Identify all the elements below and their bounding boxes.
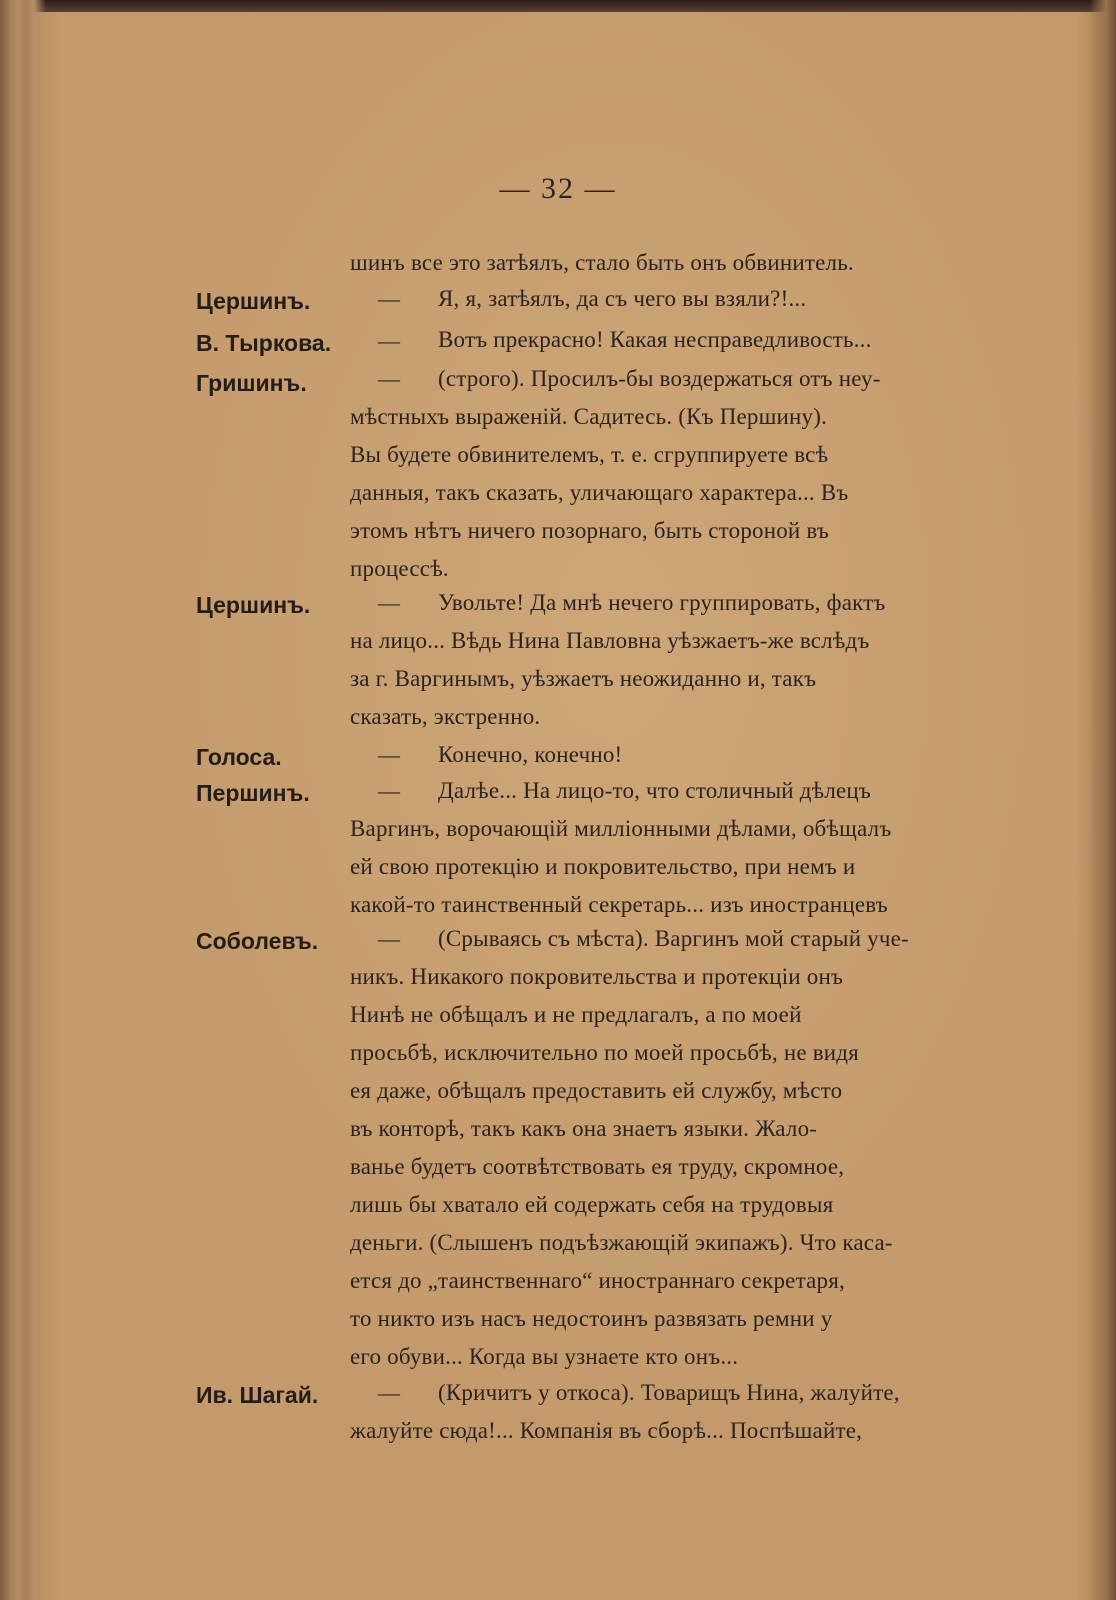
text-line: жалуйте сюда!... Компанія въ сборѣ... Поспѣшайте, <box>350 1418 863 1443</box>
speaker-name: Цершинъ. <box>196 592 311 618</box>
text-line: деньги. (Слышенъ подъѣзжающій экипажъ). Что каса- <box>350 1230 893 1255</box>
speaker-name: Голоса. <box>196 744 282 770</box>
dialogue-dash: — <box>378 742 400 767</box>
text-line: Вотъ прекрасно! Какая несправедливость... <box>438 327 872 352</box>
text-line: Далѣе... На лицо-то, что столичный дѣлецъ <box>438 778 872 803</box>
text-line: ей свою протекцію и покровительство, при немъ и <box>350 854 856 879</box>
text-line: Конечно, конечно! <box>438 742 623 767</box>
text-line: Вы будете обвинителемъ, т. е. сгруппируете всѣ <box>350 442 829 467</box>
speaker-name: Цершинъ. <box>196 288 311 314</box>
dialogue-dash: — <box>378 366 400 391</box>
text-line: ванье будетъ соотвѣтствовать ея труду, скромное, <box>350 1154 845 1179</box>
text-line: лишь бы хватало ей содержать себя на трудовыя <box>350 1192 834 1217</box>
text-line: шинъ все это затѣялъ, стало быть онъ обвинитель. <box>350 250 854 275</box>
dialogue-dash: — <box>378 926 400 951</box>
text-line: процессѣ. <box>350 556 449 581</box>
speaker-name: Ив. Шагай. <box>196 1382 319 1408</box>
text-line: за г. Варгинымъ, уѣзжаетъ неожиданно и, такъ <box>350 666 817 691</box>
text-line: (Кричитъ у откоса). Товарищъ Нина, жалуйте, <box>438 1380 900 1405</box>
speaker-name: Першинъ. <box>196 780 310 806</box>
text-line: Увольте! Да мнѣ нечего группировать, фактъ <box>438 590 886 615</box>
text-line: Нинѣ не обѣщалъ и не предлагалъ, а по моей <box>350 1002 802 1027</box>
dialogue-dash: — <box>378 590 400 615</box>
text-line: (Срываясь съ мѣста). Варгинъ мой старый уче- <box>438 926 909 951</box>
text-line: данныя, такъ сказать, уличающаго характера... Въ <box>350 480 849 505</box>
text-line: въ конторѣ, такъ какъ она знаетъ языки. Жало- <box>350 1116 818 1141</box>
dialogue-dash: — <box>378 778 400 803</box>
dialogue-dash: — <box>378 286 400 311</box>
text-line: ея даже, обѣщалъ предоставить ей службу, мѣсто <box>350 1078 843 1103</box>
text-line: Варгинъ, ворочающій милліонными дѣлами, обѣщалъ <box>350 816 892 841</box>
text-line: просьбѣ, исключительно по моей просьбѣ, не видя <box>350 1040 859 1065</box>
text-line: этомъ нѣтъ ничего позорнаго, быть стороной въ <box>350 518 829 543</box>
text-line: ется до „таинственнаго“ иностраннаго секретаря, <box>350 1268 845 1293</box>
text-line: сказать, экстренно. <box>350 704 541 729</box>
page-number: — 32 — <box>499 172 617 205</box>
speaker-name: Гришинъ. <box>196 370 307 396</box>
text-line: его обуви... Когда вы узнаете кто онъ... <box>350 1344 739 1369</box>
text-line: на лицо... Вѣдь Нина Павловна уѣзжаетъ-же вслѣдъ <box>350 628 870 653</box>
dialogue-dash: — <box>378 1380 400 1405</box>
text-line: (строго). Просилъ-бы воздержаться отъ неу- <box>438 366 881 391</box>
text-line: какой-то таинственный секретарь... изъ иностранцевъ <box>350 892 888 917</box>
text-line: то никто изъ насъ недостоинъ развязать ремни у <box>350 1306 833 1331</box>
text-line: Я, я, затѣялъ, да съ чего вы взяли?!... <box>438 286 807 311</box>
speaker-name: Соболевъ. <box>196 928 319 954</box>
speaker-name: В. Тыркова. <box>196 330 332 356</box>
text-line: мѣстныхъ выраженій. Садитесь. (Къ Першину). <box>350 404 828 429</box>
text-line: никъ. Никакого покровительства и протекціи онъ <box>350 964 844 989</box>
dialogue-dash: — <box>378 328 400 353</box>
